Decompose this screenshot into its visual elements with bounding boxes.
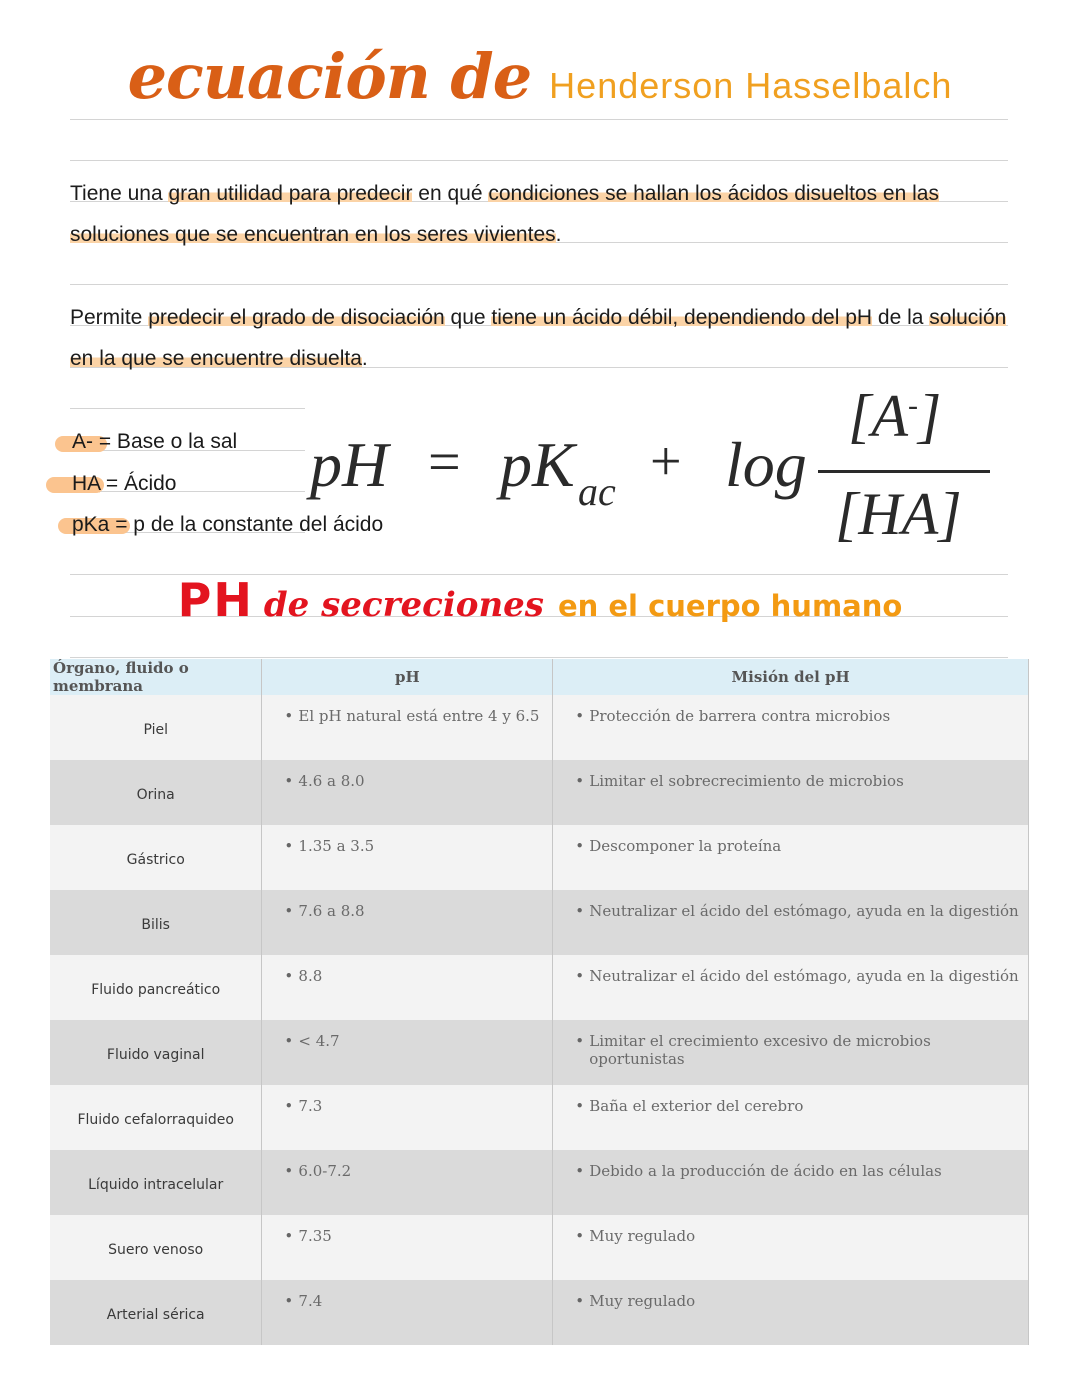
table-row xyxy=(50,1215,1029,1280)
eq-denominator: [HA] xyxy=(835,481,962,547)
mission-value: • Debido a la producción de ácido en las células xyxy=(553,1150,1028,1180)
table-row xyxy=(50,1085,1029,1150)
mission-cell xyxy=(553,760,1029,825)
mission-cell xyxy=(553,1085,1029,1150)
section-title-part2: de secreciones xyxy=(263,585,544,625)
ph-cell xyxy=(262,1020,553,1085)
mission-cell xyxy=(553,1020,1029,1085)
table-row xyxy=(50,1150,1029,1215)
eq-log: log xyxy=(725,429,807,500)
highlight-span: tiene un ácido débil, dependiendo del pH xyxy=(491,306,873,329)
ph-value: • < 4.7 xyxy=(262,1020,552,1050)
paragraph-utility xyxy=(70,173,1010,255)
ruled-line xyxy=(70,284,1008,285)
ruled-line xyxy=(70,657,1008,658)
table-row xyxy=(50,955,1029,1020)
ph-cell xyxy=(262,1215,553,1280)
table-header-row xyxy=(50,659,1029,695)
eq-numerator-close: ] xyxy=(918,383,942,449)
eq-ph: pH xyxy=(310,429,389,500)
organ-cell: Arterial sérica xyxy=(50,1280,262,1345)
highlight-span: predecir el grado de disociación xyxy=(148,306,445,329)
eq-pk: pK xyxy=(500,429,575,500)
organ-cell: Fluido cefalorraquideo xyxy=(50,1085,262,1150)
mission-value: • Descomponer la proteína xyxy=(553,825,1028,855)
mission-value: • Baña el exterior del cerebro xyxy=(553,1085,1028,1115)
mission-cell xyxy=(553,1280,1029,1345)
mission-cell xyxy=(553,890,1029,955)
mission-value: • Muy regulado xyxy=(553,1280,1028,1310)
mission-value: • Neutralizar el ácido del estómago, ayuda en la digestión xyxy=(553,890,1028,920)
organ-cell: Suero venoso xyxy=(50,1215,262,1280)
ph-value: • 7.6 a 8.8 xyxy=(262,890,552,920)
fraction-bar xyxy=(818,470,990,473)
ph-cell xyxy=(262,1150,553,1215)
ph-value: • 7.4 xyxy=(262,1280,552,1310)
highlight-span: gran utilidad para predecir xyxy=(168,182,413,205)
section-title-part1: PH xyxy=(177,573,254,627)
ph-cell xyxy=(262,890,553,955)
mission-value: • Limitar el sobrecrecimiento de microbios xyxy=(553,760,1028,790)
ph-cell xyxy=(262,760,553,825)
page-title xyxy=(0,40,1080,113)
highlight-span: solución en la que se encuentre disuelta xyxy=(70,306,1007,370)
mission-cell xyxy=(553,1215,1029,1280)
ph-value: • El pH natural está entre 4 y 6.5 xyxy=(262,695,552,725)
mission-cell xyxy=(553,825,1029,890)
text-span: de la xyxy=(872,306,930,329)
henderson-hasselbalch-equation xyxy=(310,383,1010,560)
eq-subscript: ac xyxy=(578,469,616,514)
definition-text: = p de la constante del ácido xyxy=(109,513,384,536)
ph-cell xyxy=(262,1085,553,1150)
ph-cell xyxy=(262,825,553,890)
table-row xyxy=(50,1020,1029,1085)
ph-cell xyxy=(262,1280,553,1345)
organ-cell: Líquido intracelular xyxy=(50,1150,262,1215)
ph-cell xyxy=(262,695,553,760)
text-span: . xyxy=(555,223,562,246)
definition-key: HA xyxy=(72,471,101,495)
eq-plus: + xyxy=(650,431,682,493)
ph-value: • 6.0-7.2 xyxy=(262,1150,552,1180)
definition-text: = Ácido xyxy=(100,471,177,495)
mission-value: • Limitar el crecimiento excesivo de microbios oportunistas xyxy=(553,1020,1028,1068)
eq-numerator-base: [A xyxy=(848,383,908,449)
definition-key: pKa xyxy=(72,513,110,536)
organ-cell: Fluido vaginal xyxy=(50,1020,262,1085)
ph-cell xyxy=(262,955,553,1020)
table-row xyxy=(50,760,1029,825)
ph-value: • 1.35 a 3.5 xyxy=(262,825,552,855)
organ-cell: Bilis xyxy=(50,890,262,955)
title-part2: Henderson Hasselbalch xyxy=(549,65,953,106)
ph-value: • 4.6 a 8.0 xyxy=(262,760,552,790)
section-title-part3: en el cuerpo humano xyxy=(557,589,903,623)
ruled-line xyxy=(70,408,305,409)
mission-cell xyxy=(553,955,1029,1020)
title-part1: ecuación de xyxy=(127,40,532,113)
text-span: Tiene una xyxy=(70,182,169,205)
table-row xyxy=(50,890,1029,955)
mission-cell xyxy=(553,1150,1029,1215)
text-span: . xyxy=(361,347,368,370)
table-row xyxy=(50,825,1029,890)
header-organ: Órgano, fluido o membrana xyxy=(50,659,262,695)
mission-cell xyxy=(553,695,1029,760)
ruled-line xyxy=(70,119,1008,120)
table-row xyxy=(50,695,1029,760)
text-span: Permite xyxy=(70,306,149,329)
organ-cell: Gástrico xyxy=(50,825,262,890)
mission-value: • Neutralizar el ácido del estómago, ayuda en la digestión xyxy=(553,955,1028,985)
text-span: que xyxy=(444,306,492,329)
section-title xyxy=(0,573,1080,627)
eq-equals: = xyxy=(428,429,461,494)
definition-text: = Base o la sal xyxy=(93,430,238,453)
header-mission: Misión del pH xyxy=(553,659,1029,695)
organ-cell: Piel xyxy=(50,695,262,760)
mission-value: • Muy regulado xyxy=(553,1215,1028,1245)
eq-numerator xyxy=(848,382,941,451)
eq-numerator-sup: - xyxy=(908,389,918,422)
ruled-line xyxy=(70,160,1008,161)
ph-value: • 7.35 xyxy=(262,1215,552,1245)
mission-value: • Protección de barrera contra microbios xyxy=(553,695,1028,725)
table-row xyxy=(50,1280,1029,1345)
organ-cell: Fluido pancreático xyxy=(50,955,262,1020)
ph-value: • 7.3 xyxy=(262,1085,552,1115)
ph-table xyxy=(50,659,1029,1345)
definition-key: A- xyxy=(72,430,93,453)
paragraph-dissociation xyxy=(70,297,1010,379)
ph-value: • 8.8 xyxy=(262,955,552,985)
organ-cell: Orina xyxy=(50,760,262,825)
highlight-span: condiciones se hallan los ácidos disueltos en las soluciones que se encuentran en los seres vivientes xyxy=(70,182,939,246)
header-ph: pH xyxy=(262,659,553,695)
text-span: en qué xyxy=(412,182,489,205)
